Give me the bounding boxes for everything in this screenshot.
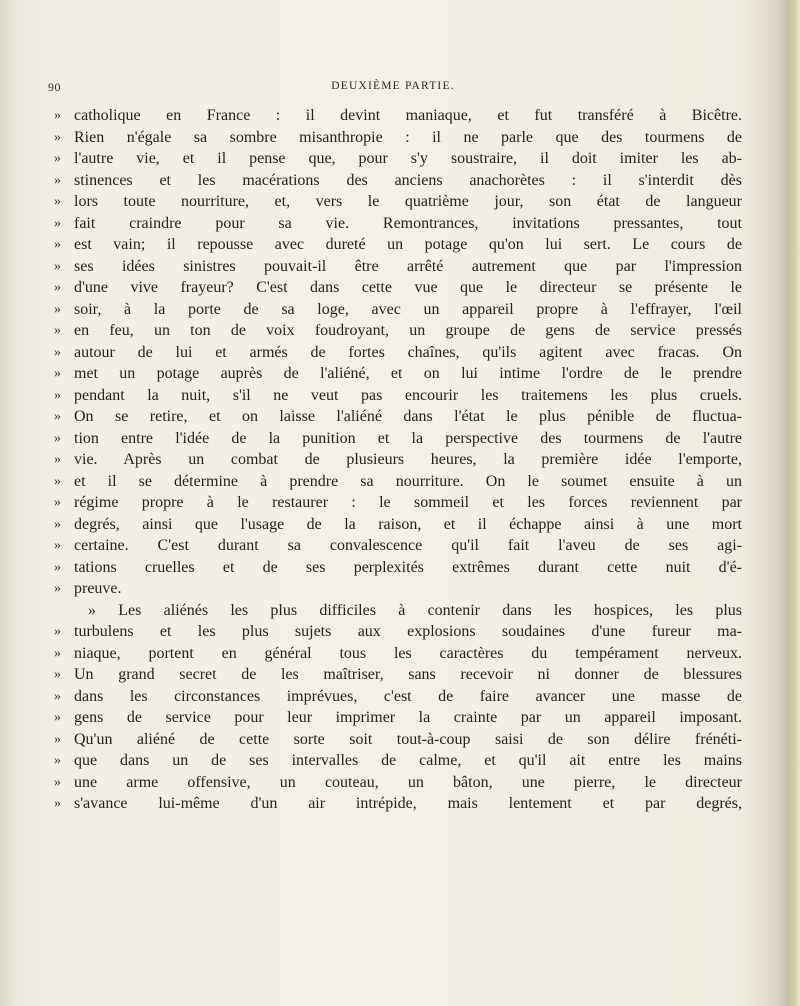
line-text: pendant la nuit, s'il ne veut pas encourir les traitemens les plus cruels.	[74, 386, 742, 404]
line-text: gens de service pour leur imprimer la crainte par un appareil imposant.	[74, 709, 742, 726]
line-text: en feu, un ton de voix foudroyant, un groupe de gens de service pressés	[74, 322, 742, 339]
text-line	[54, 363, 742, 385]
text-line	[54, 299, 742, 321]
text-line	[54, 277, 742, 299]
text-line	[54, 342, 742, 364]
line-text: » Les aliénés les plus difficiles à contenir dans les hospices, les plus	[88, 601, 742, 619]
quote-mark: »	[54, 172, 61, 188]
line-text: met un potage auprès de l'aliéné, et on lui intime l'ordre de le prendre	[74, 365, 742, 382]
line-text: dans les circonstances imprévues, c'est de faire avancer une masse de	[74, 687, 742, 705]
quote-mark: »	[54, 538, 61, 553]
line-text: d'une vive frayeur? C'est dans cette vue que le directeur se présente le	[74, 279, 742, 296]
text-line	[54, 256, 742, 278]
text-line	[54, 557, 742, 579]
text-line	[54, 471, 742, 493]
line-text: une arme offensive, un couteau, un bâton, une pierre, le directeur	[74, 773, 742, 791]
quote-mark: »	[54, 151, 61, 166]
line-text: soir, à la porte de sa loge, avec un appareil propre à l'effrayer, l'œil	[74, 300, 742, 318]
quote-mark: »	[54, 495, 61, 510]
text-line	[54, 621, 742, 643]
line-text: vie. Après un combat de plusieurs heures, la première idée l'emporte,	[74, 451, 742, 468]
text-line	[54, 191, 742, 213]
text-line	[54, 428, 742, 450]
quote-mark: »	[54, 710, 61, 725]
line-text: lors toute nourriture, et, vers le quatrième jour, son état de langueur	[74, 193, 742, 210]
quote-mark: »	[54, 215, 61, 231]
line-text: preuve.	[74, 580, 122, 597]
line-text: autour de lui et armés de fortes chaînes, qu'ils agitent avec fracas. On	[74, 343, 742, 361]
quote-mark: »	[54, 194, 61, 209]
text-line	[54, 148, 742, 170]
line-text: fait craindre pour sa vie. Remontrances, invitations pressantes, tout	[74, 214, 742, 232]
quote-mark: »	[54, 516, 61, 532]
quote-mark: »	[54, 237, 61, 252]
quote-mark: »	[54, 452, 61, 467]
line-text: l'autre vie, et il pense que, pour s'y soustraire, il doit imiter les ab-	[74, 150, 742, 167]
quote-mark: »	[54, 559, 61, 575]
text-line	[54, 514, 742, 536]
line-text: certaine. C'est durant sa convalescence qu'il fait l'aveu de ses agi-	[74, 537, 742, 554]
quote-mark: »	[54, 430, 61, 446]
line-text: degrés, ainsi que l'usage de la raison, et il échappe ainsi à une mort	[74, 515, 742, 533]
quote-mark: »	[54, 473, 61, 489]
page-number: 90	[48, 80, 61, 94]
text-line	[54, 105, 742, 127]
text-line	[54, 643, 742, 665]
line-text: niaque, portent en général tous les caractères du tempérament nerveux.	[74, 644, 742, 662]
quote-mark: »	[54, 645, 61, 661]
quote-mark: »	[54, 344, 61, 360]
text-line	[54, 449, 742, 471]
quote-mark: »	[54, 688, 61, 704]
quote-mark: »	[54, 409, 61, 424]
line-text: tations cruelles et de ses perplexités extrêmes durant cette nuit d'é-	[74, 558, 742, 576]
quote-mark: »	[54, 323, 61, 338]
quote-mark: »	[54, 301, 61, 317]
line-text: que dans un de ses intervalles de calme, et qu'il ait entre les mains	[74, 752, 742, 769]
quote-mark: »	[54, 774, 61, 790]
page-edge-shadow	[778, 0, 800, 1006]
line-text: et il se détermine à prendre sa nourriture. On le soumet ensuite à un	[74, 472, 742, 490]
line-text: Un grand secret de les maîtriser, sans recevoir ni donner de blessures	[74, 666, 742, 683]
text-line	[54, 385, 742, 407]
body-text	[54, 105, 742, 815]
line-text: Rien n'égale sa sombre misanthropie : il ne parle que des tourmens de	[74, 128, 742, 146]
line-text: est vain; il repousse avec dureté un potage qu'on lui sert. Le cours de	[74, 236, 742, 253]
text-line	[54, 793, 742, 815]
text-line	[54, 600, 742, 622]
quote-mark: »	[54, 796, 61, 811]
text-line	[54, 127, 742, 149]
line-text: turbulens et les plus sujets aux explosions soudaines d'une fureur ma-	[74, 623, 742, 640]
quote-mark: »	[54, 387, 61, 403]
line-text: s'avance lui-même d'un air intrépide, mais lentement et par degrés,	[74, 795, 742, 812]
text-line	[54, 729, 742, 751]
line-text: Qu'un aliéné de cette sorte soit tout-à-coup saisi de son délire frénéti-	[74, 730, 742, 748]
quote-mark: »	[54, 731, 61, 747]
quote-mark: »	[54, 667, 61, 682]
line-text: tion entre l'idée de la punition et la perspective des tourmens de l'autre	[74, 429, 742, 447]
text-line	[54, 170, 742, 192]
line-text: catholique en France : il devint maniaque, et fut transféré à Bicêtre.	[74, 107, 742, 124]
text-line	[54, 406, 742, 428]
text-line	[54, 686, 742, 708]
text-line	[54, 320, 742, 342]
line-text: stinences et les macérations des anciens anachorètes : il s'interdit dès	[74, 171, 742, 189]
text-line	[54, 578, 742, 600]
page-header	[48, 80, 738, 100]
quote-mark: »	[54, 581, 61, 596]
text-line	[54, 772, 742, 794]
line-text: ses idées sinistres pouvait-il être arrêté autrement que par l'impression	[74, 257, 742, 275]
quote-mark: »	[54, 258, 61, 274]
line-text: régime propre à le restaurer : le sommeil et les forces reviennent par	[74, 494, 742, 511]
quote-mark: »	[54, 108, 61, 123]
quote-mark: »	[54, 753, 61, 768]
line-text: On se retire, et on laisse l'aliéné dans l'état le plus pénible de fluctua-	[74, 408, 742, 425]
text-line	[54, 664, 742, 686]
text-line	[54, 750, 742, 772]
text-line	[54, 535, 742, 557]
quote-mark: »	[54, 366, 61, 381]
text-line	[54, 213, 742, 235]
quote-mark: »	[54, 280, 61, 295]
quote-mark: »	[54, 129, 61, 145]
text-line	[54, 707, 742, 729]
text-line	[54, 234, 742, 256]
running-head: DEUXIÈME PARTIE.	[331, 80, 455, 92]
text-line	[54, 492, 742, 514]
quote-mark: »	[54, 624, 61, 639]
